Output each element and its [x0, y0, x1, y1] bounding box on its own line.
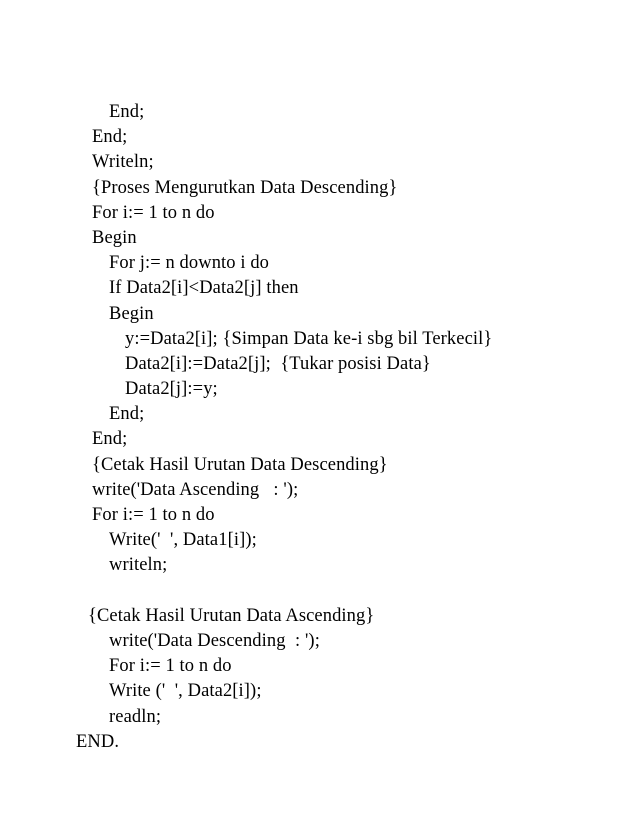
- code-line: For i:= 1 to n do: [109, 656, 232, 677]
- code-line: End;: [92, 429, 128, 450]
- code-line: Write (' ', Data2[i]);: [109, 681, 262, 702]
- code-line: Writeln;: [92, 152, 154, 173]
- code-line: Begin: [92, 227, 137, 248]
- code-line: End;: [92, 127, 128, 148]
- code-line: {Cetak Hasil Urutan Data Ascending}: [88, 605, 375, 626]
- code-line: END.: [76, 731, 120, 752]
- code-line: End;: [109, 102, 145, 122]
- code-line: writeln;: [109, 555, 168, 576]
- code-line: Data2[j]:=y;: [125, 379, 218, 400]
- code-line: End;: [109, 404, 145, 425]
- code-line: write('Data Ascending : ');: [92, 479, 299, 500]
- code-line: readln;: [109, 706, 162, 727]
- code-line: For j:= n downto i do: [109, 253, 270, 274]
- code-line: For i:= 1 to n do: [92, 202, 215, 223]
- code-line-blank: [0, 579, 638, 604]
- code-line: y:=Data2[i]; {Simpan Data ke-i sbg bil Terkecil}: [125, 328, 493, 349]
- code-line: write('Data Descending : ');: [109, 630, 320, 651]
- code-line: {Cetak Hasil Urutan Data Descending}: [92, 454, 388, 475]
- code-line: Data2[i]:=Data2[j]; {Tukar posisi Data}: [125, 353, 431, 374]
- code-line: {Proses Mengurutkan Data Descending}: [92, 177, 398, 198]
- code-line: Write(' ', Data1[i]);: [109, 530, 257, 551]
- code-line: For i:= 1 to n do: [92, 505, 215, 525]
- pascal-code-block: [0, 100, 638, 755]
- code-line: If Data2[i]<Data2[j] then: [109, 278, 299, 299]
- code-line: Begin: [109, 303, 154, 324]
